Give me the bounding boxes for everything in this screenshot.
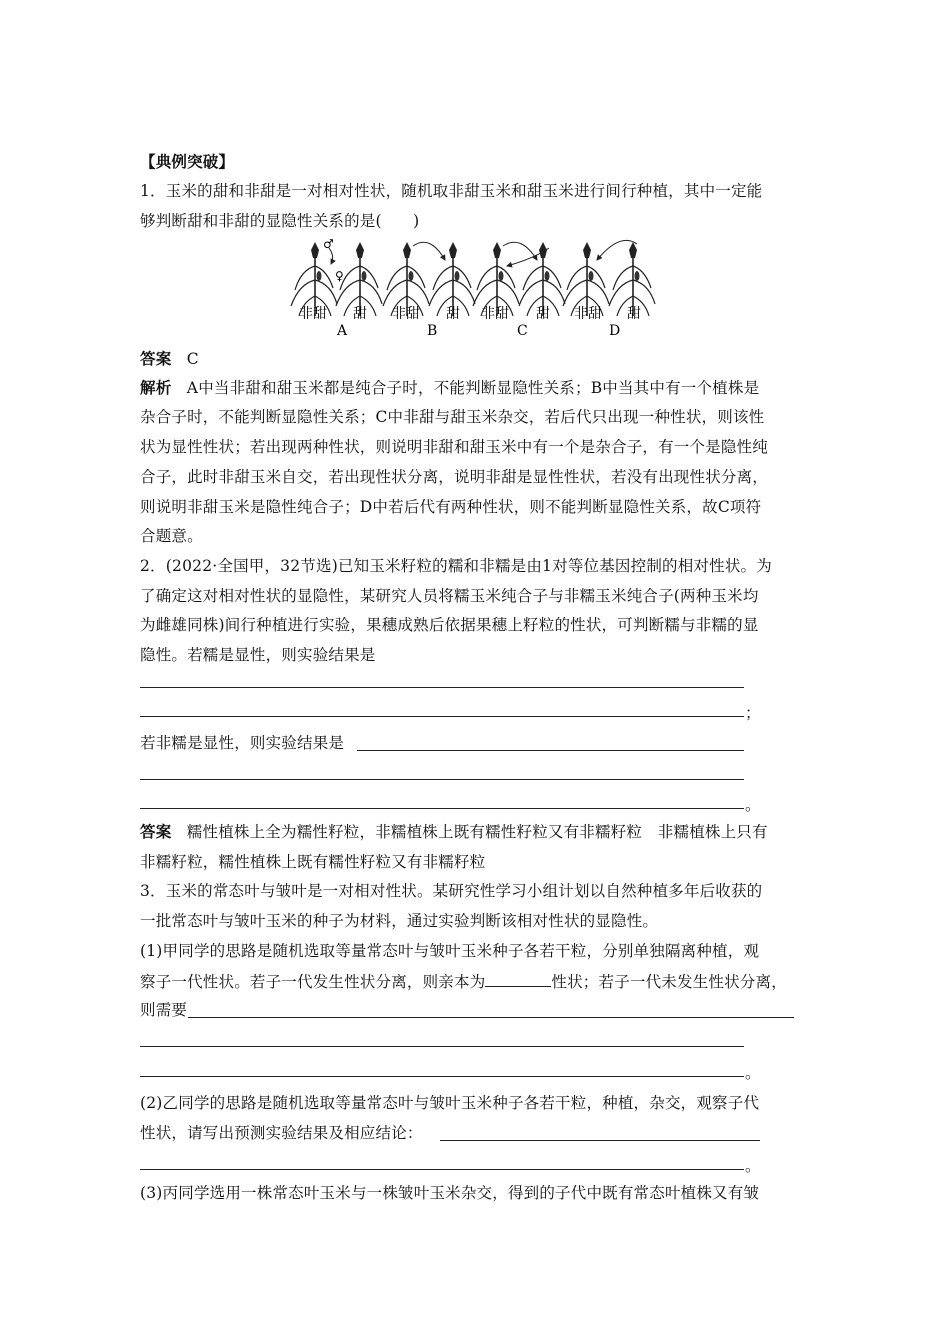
q1-analysis-line-5: 则说明非甜玉米是隐性纯合子；D中若后代有两种性状，则不能判断显隐性关系，故C项符 xyxy=(140,498,762,516)
answer-blank-line[interactable] xyxy=(188,1017,794,1018)
option-label-a: A xyxy=(337,323,348,339)
q3-part2-line-1: (2)乙同学的思路是随机选取等量常态叶与皱叶玉米种子各若干粒，种植，杂交，观察子代 xyxy=(140,1094,760,1112)
answer-blank-line[interactable] xyxy=(440,1140,760,1141)
q2-answer-line-2: 非糯籽粒，糯性植株上既有糯性籽粒又有非糯籽粒 xyxy=(140,853,486,871)
option-label-d: D xyxy=(609,323,621,339)
q2-stem-line-2: 了确定这对相对性状的显隐性，某研究人员将糯玉米纯合子与非糯玉米纯合子(两种玉米均 xyxy=(140,587,759,605)
q3-part2-line-2: 性状，请写出预测实验结果及相应结论： xyxy=(140,1124,423,1142)
plant-icon xyxy=(429,242,475,316)
answer-blank-line[interactable] xyxy=(357,750,744,751)
answer-label: 答案 xyxy=(140,822,172,841)
label-sweet: 甜 xyxy=(353,306,367,322)
answer-blank-line[interactable] xyxy=(140,808,744,809)
label-non-sweet: 非甜 xyxy=(574,306,602,322)
q3-stem-line-2: 一批常态叶与皱叶玉米的种子为材料，通过实验判断该相对性状的显隐性。 xyxy=(140,912,659,930)
plant-icon xyxy=(383,242,429,316)
q3-part3-line-1: (3)丙同学选用一株常态叶玉米与一株皱叶玉米杂交，得到的子代中既有常态叶植株又有皱 xyxy=(140,1184,760,1202)
option-label-b: B xyxy=(427,323,438,339)
answer-text: 糯性植株上全为糯性籽粒，非糯植株上既有糯性籽粒又有非糯籽粒 非糯植株上只有 xyxy=(186,823,768,841)
answer-blank-line[interactable] xyxy=(140,687,744,688)
answer-label: 答案 xyxy=(140,349,172,368)
q1-stem-line-1: 1．玉米的甜和非甜是一对相对性状，随机取非甜玉米和甜玉米进行间行种植，其中一定能 xyxy=(140,182,763,200)
plant-icon xyxy=(473,242,519,316)
q1-stem-line-2: 够判断甜和非甜的显隐性关系的是( ) xyxy=(140,212,420,230)
option-label-c: C xyxy=(517,323,528,339)
q1-analysis-line-2: 杂合子时，不能判断显隐性关系；C中非甜与甜玉米杂交，若后代只出现一种性状，则该性 xyxy=(140,408,765,426)
q1-figure xyxy=(285,238,665,344)
q3-stem-line-1: 3．玉米的常态叶与皱叶是一对相对性状。某研究性学习小组计划以自然种植多年后收获的 xyxy=(140,882,763,900)
q3-part1-text-b: 性状；若子一代未发生性状分离， xyxy=(551,973,787,991)
label-sweet: 甜 xyxy=(536,306,550,322)
q3-part1-line-1: (1)甲同学的思路是随机选取等量常态叶与皱叶玉米种子各若干粒，分别单独隔离种植，观 xyxy=(140,942,760,960)
q2-second-prompt: 若非糯是显性，则实验结果是 xyxy=(140,734,345,752)
label-sweet: 甜 xyxy=(446,306,460,322)
q1-analysis-line-4: 合子，此时非甜玉米自交，若出现性状分离，说明非甜是显性性状，若没有出现性状分离， xyxy=(140,468,769,486)
arrow-icon xyxy=(413,242,445,260)
semicolon: ； xyxy=(745,704,761,722)
plant-icon xyxy=(291,242,337,316)
label-sweet: 甜 xyxy=(627,306,641,322)
male-symbol: ♂ xyxy=(323,238,334,251)
period: 。 xyxy=(745,1157,761,1175)
female-symbol: ♀ xyxy=(335,269,344,283)
q1-analysis-line-3: 状为显性性状；若出现两种性状，则说明非甜和甜玉米中有一个是杂合子，有一个是隐性纯 xyxy=(140,438,769,456)
q2-stem-line-4: 隐性。若糯是显性，则实验结果是 xyxy=(140,646,376,664)
period: 。 xyxy=(745,1064,761,1082)
q2-stem-line-1: 2．(2022·全国甲，32节选)已知玉米籽粒的糯和非糯是由1对等位基因控制的相对性状。为 xyxy=(140,557,772,575)
section-title: 【典例突破】 xyxy=(140,152,235,171)
q3-part1-text-a: 察子一代性状。若子一代发生性状分离，则亲本为 xyxy=(140,973,486,991)
plant-icon xyxy=(609,242,655,316)
q2-stem-line-3: 为雌雄同株)间行种植进行实验，果穗成熟后依据果穗上籽粒的性状，可判断糯与非糯的显 xyxy=(140,616,759,634)
plant-icon xyxy=(563,242,609,316)
answer-blank-line[interactable] xyxy=(140,716,744,717)
plant-icon xyxy=(519,242,565,316)
q3-part1-line-3: 则需要 xyxy=(140,1001,188,1019)
answer-blank-line[interactable] xyxy=(140,1169,744,1170)
q1-analysis-line-1 xyxy=(140,378,759,398)
q1-analysis-line-6: 合题意。 xyxy=(140,527,203,545)
label-non-sweet: 非甜 xyxy=(481,306,509,322)
answer-blank-line[interactable] xyxy=(140,1076,744,1077)
period: 。 xyxy=(745,796,761,814)
answer-blank-line[interactable] xyxy=(140,779,744,780)
answer-value: C xyxy=(186,350,199,368)
label-non-sweet: 非甜 xyxy=(299,306,327,322)
analysis-label: 解析 xyxy=(140,378,172,397)
answer-blank[interactable] xyxy=(485,971,551,987)
q2-answer-line-1 xyxy=(140,822,768,842)
analysis-text: A中当非甜和甜玉米都是纯合子时，不能判断显隐性关系；B中当其中有一个植株是 xyxy=(186,379,760,397)
q3-part1-line-2 xyxy=(140,971,787,992)
label-non-sweet: 非甜 xyxy=(392,306,420,322)
q1-answer xyxy=(140,349,199,369)
answer-blank-line[interactable] xyxy=(140,1046,744,1047)
